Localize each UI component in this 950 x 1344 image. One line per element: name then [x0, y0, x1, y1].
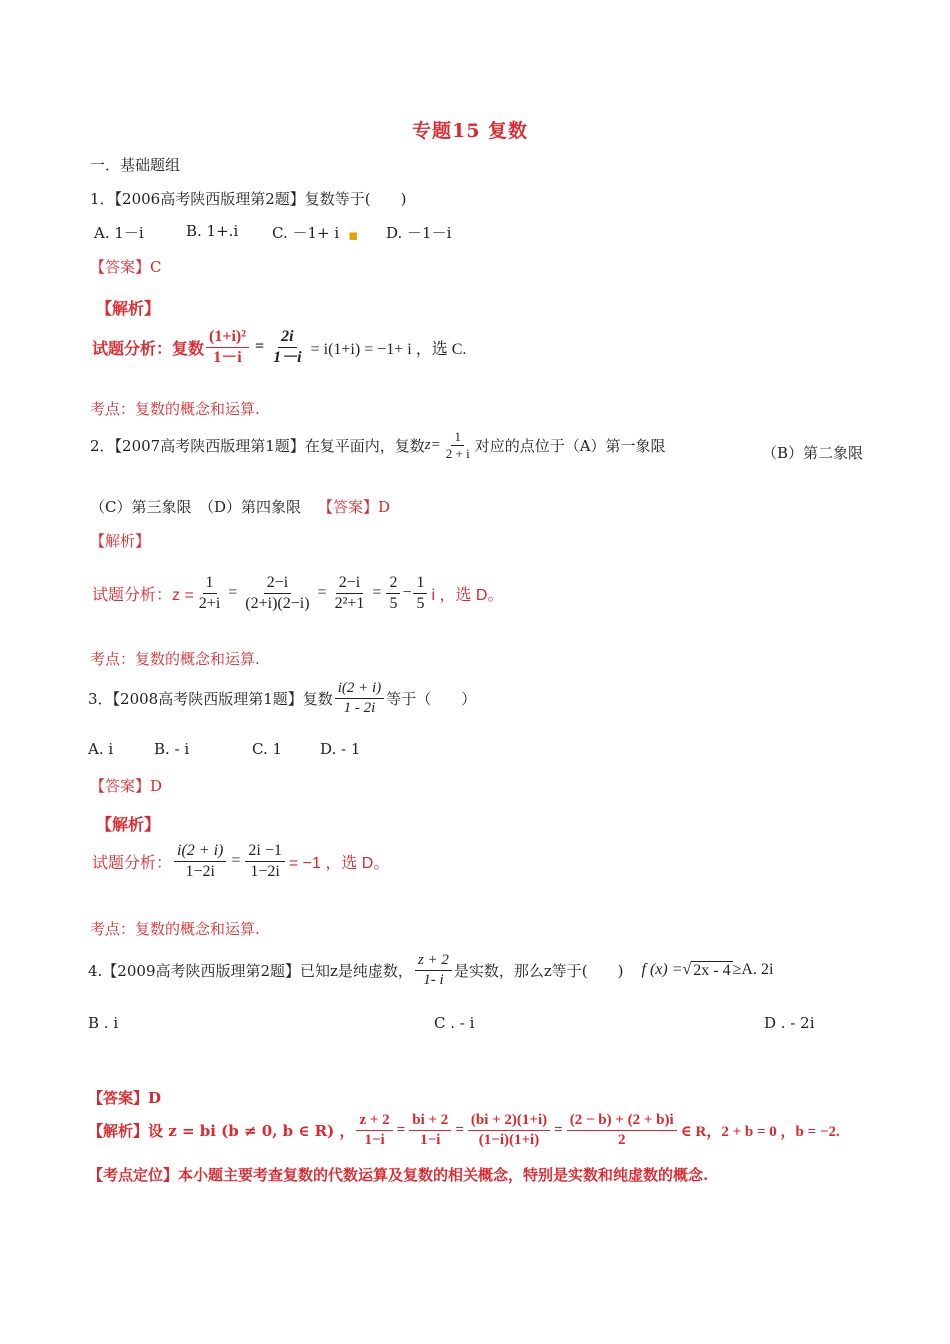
q3-fraction	[335, 680, 384, 716]
q4-fx: f (x) =	[641, 961, 683, 978]
q4-g3-num: (bi + 2)(1+i)	[468, 1112, 550, 1131]
q4-analysis-a: 【解析】设 z = bi (b ≠ 0, b ∈ R) ，	[88, 1121, 355, 1140]
q3-option-b: B. - i	[154, 740, 190, 758]
q4-g4-num: (2 − b) + (2 + b)i	[567, 1112, 677, 1131]
q2-fraction-den: 2 + i	[445, 446, 470, 462]
q2-f1-num: 1	[203, 574, 217, 594]
q3-stem-b: 等于（ ）	[386, 689, 477, 708]
q4-g1	[356, 1112, 392, 1148]
q1-stem: 1．【2006高考陕西版理第2题】复数等于( )	[90, 190, 407, 208]
q3-analysis	[92, 842, 389, 880]
q4-g2	[409, 1112, 451, 1148]
q2-stem	[90, 430, 666, 462]
q3-fraction-num: i(2 + i)	[335, 680, 384, 699]
q1-option-b: B. 1+.i	[186, 222, 239, 240]
q1-fraction-1-num: (1+i)²	[206, 328, 249, 348]
section-heading: 一．基础题组	[90, 156, 181, 174]
q3-option-d: D. - 1	[320, 740, 361, 758]
q2-f1-den: 2+i	[198, 594, 221, 612]
q4-stem-b: 是实数，那么z等于( )	[453, 961, 624, 980]
q4-analysis	[88, 1112, 840, 1148]
q2-eq-1: =	[228, 584, 238, 602]
q4-option-b: B . i	[88, 1014, 119, 1032]
q1-fraction-2-den: 1－i	[273, 348, 302, 366]
q2-answer: 【答案】D	[318, 498, 391, 516]
q4-option-d: D . - 2i	[764, 1014, 815, 1032]
q4-g4	[567, 1112, 677, 1148]
q2-eq-2: =	[317, 584, 327, 602]
q2-f3-num: 2−i	[336, 574, 363, 594]
q4-eq-2: =	[455, 1121, 464, 1138]
q4-stem	[88, 952, 773, 988]
q1-equals: =	[255, 338, 265, 356]
q4-eq-3: =	[554, 1121, 563, 1138]
q4-stem-a: 4.【2009高考陕西版理第2题】已知z是纯虚数，	[88, 961, 413, 980]
q2-f3-den: 2²+1	[334, 594, 365, 612]
q3-option-a: A. i	[88, 740, 114, 758]
q4-eq-1: =	[396, 1121, 406, 1138]
q2-f1	[196, 574, 223, 612]
q2-analysis-label: 【解析】	[90, 532, 151, 550]
q3-f1-den: 1−2i	[185, 862, 215, 880]
q1-analysis-label: 【解析】	[96, 299, 161, 318]
q2-options-cd: （C）第三象限 （D）第四象限	[90, 498, 302, 516]
q3-eq: =	[231, 852, 241, 870]
q1-fraction-2-num: 2i	[278, 328, 296, 348]
q3-option-c: C. 1	[252, 740, 283, 758]
q3-kaodian: 考点：复数的概念和运算.	[90, 920, 260, 938]
q2-z-eq: z=	[424, 437, 441, 454]
q4-sqrt-sign: √	[682, 961, 692, 978]
q2-f5	[413, 574, 427, 612]
q2-f3	[332, 574, 368, 612]
q2-analysis-prefix: 试题分析：z =	[92, 586, 194, 604]
q2-analysis	[92, 574, 503, 612]
page-title: 专题15 复数	[412, 120, 529, 142]
q3-f1	[174, 842, 226, 880]
q1-option-a: A. 1－i	[94, 224, 144, 242]
q2-f2	[242, 574, 312, 612]
q2-f5-den: 5	[416, 594, 425, 612]
q1-analysis-prefix: 试题分析：复数	[92, 338, 205, 358]
q1-kaodian: 考点：复数的概念和运算.	[90, 400, 260, 418]
q4-fraction-den: 1- i	[423, 971, 444, 988]
q1-option-d: D. －1－i	[386, 224, 452, 242]
q1-mark: ▪	[348, 226, 359, 244]
q1-answer: 【答案】C	[90, 258, 162, 276]
q3-f1-num: i(2 + i)	[174, 842, 226, 862]
q1-fraction-1	[206, 328, 249, 366]
q3-fraction-den: 1 - 2i	[343, 699, 376, 716]
q4-g4-den: 2	[617, 1131, 626, 1148]
q4-g3	[468, 1112, 550, 1148]
q2-f4-num: 2	[386, 574, 400, 594]
q3-stem	[88, 680, 476, 716]
q2-minus: −	[402, 584, 412, 602]
q2-kaodian: 考点：复数的概念和运算.	[90, 650, 260, 668]
q3-stem-a: 3．【2008高考陕西版理第1题】复数	[88, 689, 333, 708]
q3-f2-num: 2i −1	[245, 842, 284, 862]
q4-g1-den: 1−i	[364, 1131, 385, 1148]
q4-kaodian: 【考点定位】本小题主要考查复数的代数运算及复数的相关概念，特别是实数和纯虚数的概念.	[88, 1166, 709, 1184]
q3-analysis-tail: = −1 ，选 D。	[288, 854, 390, 872]
q1-analysis	[92, 328, 466, 366]
q4-g3-den: (1−i)(1+i)	[478, 1131, 540, 1148]
q3-analysis-label: 【解析】	[96, 815, 161, 834]
q2-f2-num: 2−i	[264, 574, 291, 594]
q4-answer: 【答案】D	[88, 1089, 162, 1107]
q4-g2-den: 1−i	[420, 1131, 441, 1148]
q3-f2-den: 1−2i	[250, 862, 280, 880]
q4-g1-num: z + 2	[356, 1112, 392, 1131]
q2-stem-b: 对应的点位于（A）第一象限	[474, 437, 666, 456]
q2-analysis-tail: i ，选 D。	[431, 586, 504, 604]
q4-option-c: C . - i	[434, 1014, 475, 1032]
q4-stem-c: ≥A. 2i	[732, 961, 774, 978]
q4-fraction	[415, 952, 452, 988]
q2-f4	[386, 574, 400, 612]
q2-fraction	[443, 430, 473, 462]
q2-fraction-num: 1	[451, 430, 464, 446]
q2-f2-den: (2+i)(2−i)	[245, 594, 310, 612]
q1-fraction-2	[270, 328, 304, 366]
q1-option-c: C. －1+ i	[272, 224, 340, 242]
q4-g2-num: bi + 2	[409, 1112, 451, 1131]
q2-stem-a: 2．【2007高考陕西版理第1题】在复平面内，复数	[90, 437, 425, 456]
q2-f5-num: 1	[413, 574, 427, 594]
q3-analysis-prefix: 试题分析：	[92, 854, 173, 872]
q4-fraction-num: z + 2	[415, 952, 452, 971]
q2-option-b: （B）第二象限	[762, 444, 864, 462]
q4-sqrt-body: 2x - 4	[693, 961, 731, 979]
q4-analysis-tail: ∈ R，2 + b = 0 ，b = −2.	[680, 1123, 840, 1140]
q3-f2	[245, 842, 284, 880]
q3-answer: 【答案】D	[90, 777, 163, 795]
q1-analysis-rest: = i(1+i) = −1+ i ，选 C.	[310, 340, 467, 358]
q2-f4-den: 5	[389, 594, 398, 612]
q1-fraction-1-den: 1－i	[213, 348, 242, 366]
q2-eq-3: =	[372, 584, 382, 602]
